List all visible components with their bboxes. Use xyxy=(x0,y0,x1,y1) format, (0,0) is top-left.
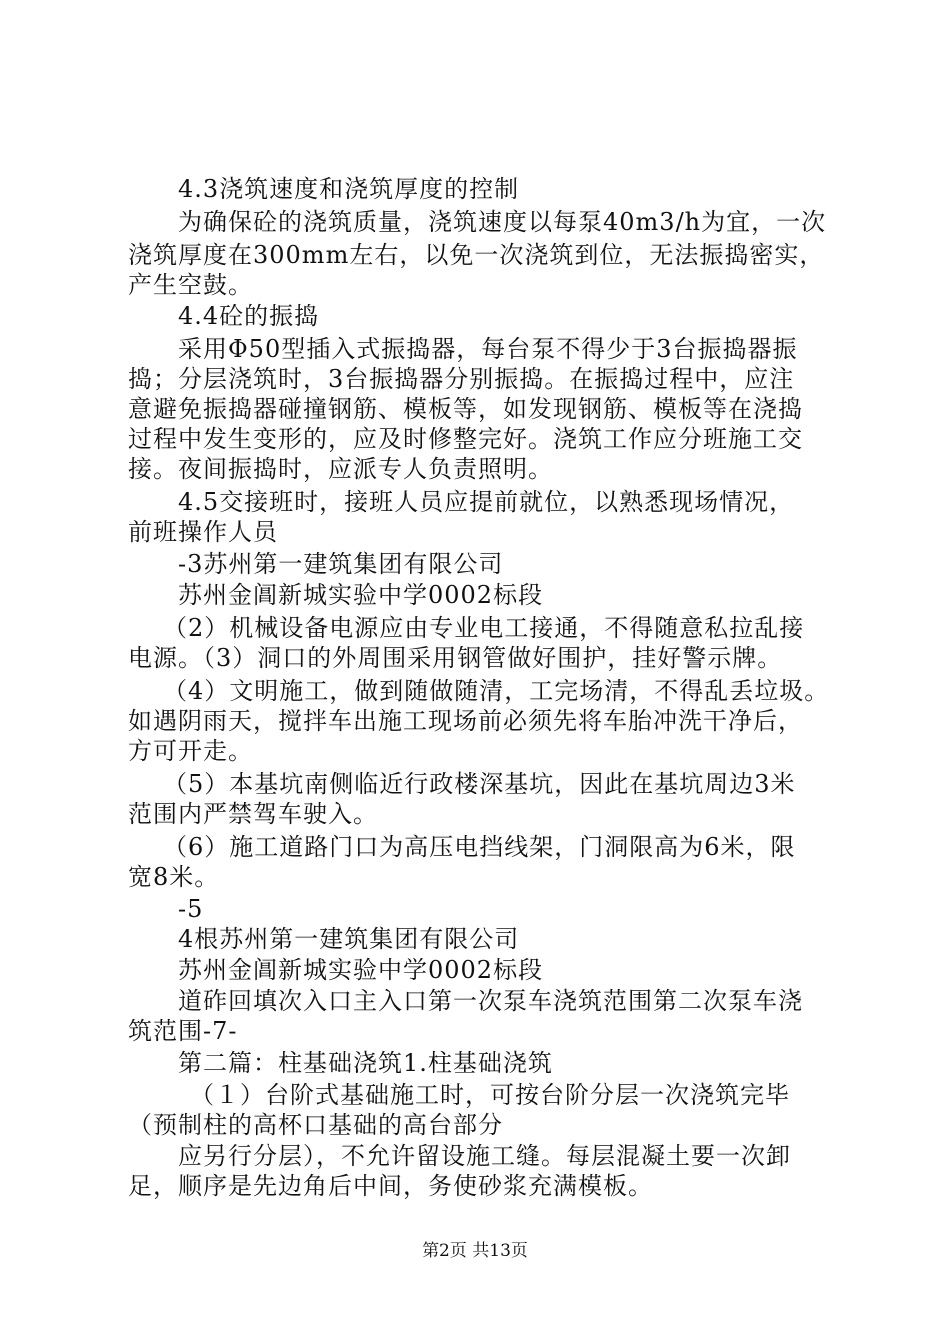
paragraph-line: 电源。（3）洞口的外周围采用钢管做好围护，挂好警示牌。 xyxy=(128,644,783,672)
section-heading: 第二篇：柱基础浇筑1.柱基础浇筑 xyxy=(178,1049,553,1077)
paragraph-line: 浇筑厚度在300mm左右，以免一次浇筑到位，无法振捣密实， xyxy=(128,241,825,269)
paragraph-line: （5）本基坑南侧临近行政楼深基坑，因此在基坑周边3米 xyxy=(163,770,796,798)
paragraph-line: （１）台阶式基础施工时，可按台阶分层一次浇筑完毕 xyxy=(190,1081,790,1109)
header-project: 苏州金阊新城实验中学0002标段 xyxy=(178,956,544,984)
page-footer: 第2页 共13页 xyxy=(422,1241,528,1261)
paragraph-line: 采用Φ50型插入式振捣器，每台泵不得少于3台振捣器振 xyxy=(178,335,798,363)
paragraph-line: 4.5交接班时，接班人员应提前就位，以熟悉现场情况， xyxy=(178,488,795,516)
paragraph-line: 方可开走。 xyxy=(128,737,253,765)
heading-4-4: 4.4砼的振捣 xyxy=(178,302,320,330)
paragraph-line: 过程中发生变形的，应及时修整完好。浇筑工作应分班施工交 xyxy=(128,425,803,453)
paragraph-line: 前班操作人员 xyxy=(128,518,278,546)
paragraph-line: 筑范围-7- xyxy=(128,1017,238,1045)
header-project: 苏州金阊新城实验中学0002标段 xyxy=(178,581,544,609)
paragraph-line: 足，顺序是先边角后中间，务使砂浆充满模板。 xyxy=(128,1172,653,1200)
paragraph-line: 应另行分层），不允许留设施工缝。每层混凝土要一次卸 xyxy=(178,1142,791,1170)
paragraph-line: （6）施工道路门口为高压电挡线架，门洞限高为6米，限 xyxy=(163,833,796,861)
header-company: 4根苏州第一建筑集团有限公司 xyxy=(178,925,520,953)
paragraph-line: （预制柱的高杯口基础的高台部分 xyxy=(128,1111,503,1139)
paragraph-line: 产生空鼓。 xyxy=(128,271,253,299)
paragraph-line: 如遇阴雨天，搅拌车出施工现场前必须先将车胎冲洗干净后， xyxy=(128,707,803,735)
heading-4-3: 4.3浇筑速度和浇筑厚度的控制 xyxy=(178,175,520,203)
paragraph-line: 为确保砼的浇筑质量，浇筑速度以每泵40m3/h为宜，一次 xyxy=(178,208,827,236)
paragraph-line: 接。夜间振捣时，应派专人负责照明。 xyxy=(128,455,553,483)
page-marker: -5 xyxy=(178,895,204,923)
header-company: -3苏州第一建筑集团有限公司 xyxy=(178,550,504,578)
paragraph-line: 捣；分层浇筑时，3台振捣器分别振捣。在振捣过程中，应注 xyxy=(128,365,795,393)
paragraph-line: 范围内严禁驾车驶入。 xyxy=(128,800,378,828)
paragraph-line: 道砟回填次入口主入口第一次泵车浇筑范围第二次泵车浇 xyxy=(178,987,803,1015)
paragraph-line: 意避免振捣器碰撞钢筋、模板等，如发现钢筋、模板等在浇捣 xyxy=(128,395,803,423)
paragraph-line: （2）机械设备电源应由专业电工接通，不得随意私拉乱接 xyxy=(163,614,805,642)
paragraph-line: 宽8米。 xyxy=(128,863,220,891)
paragraph-line: （4）文明施工，做到随做随清，工完场清，不得乱丢垃圾。 xyxy=(163,677,830,705)
